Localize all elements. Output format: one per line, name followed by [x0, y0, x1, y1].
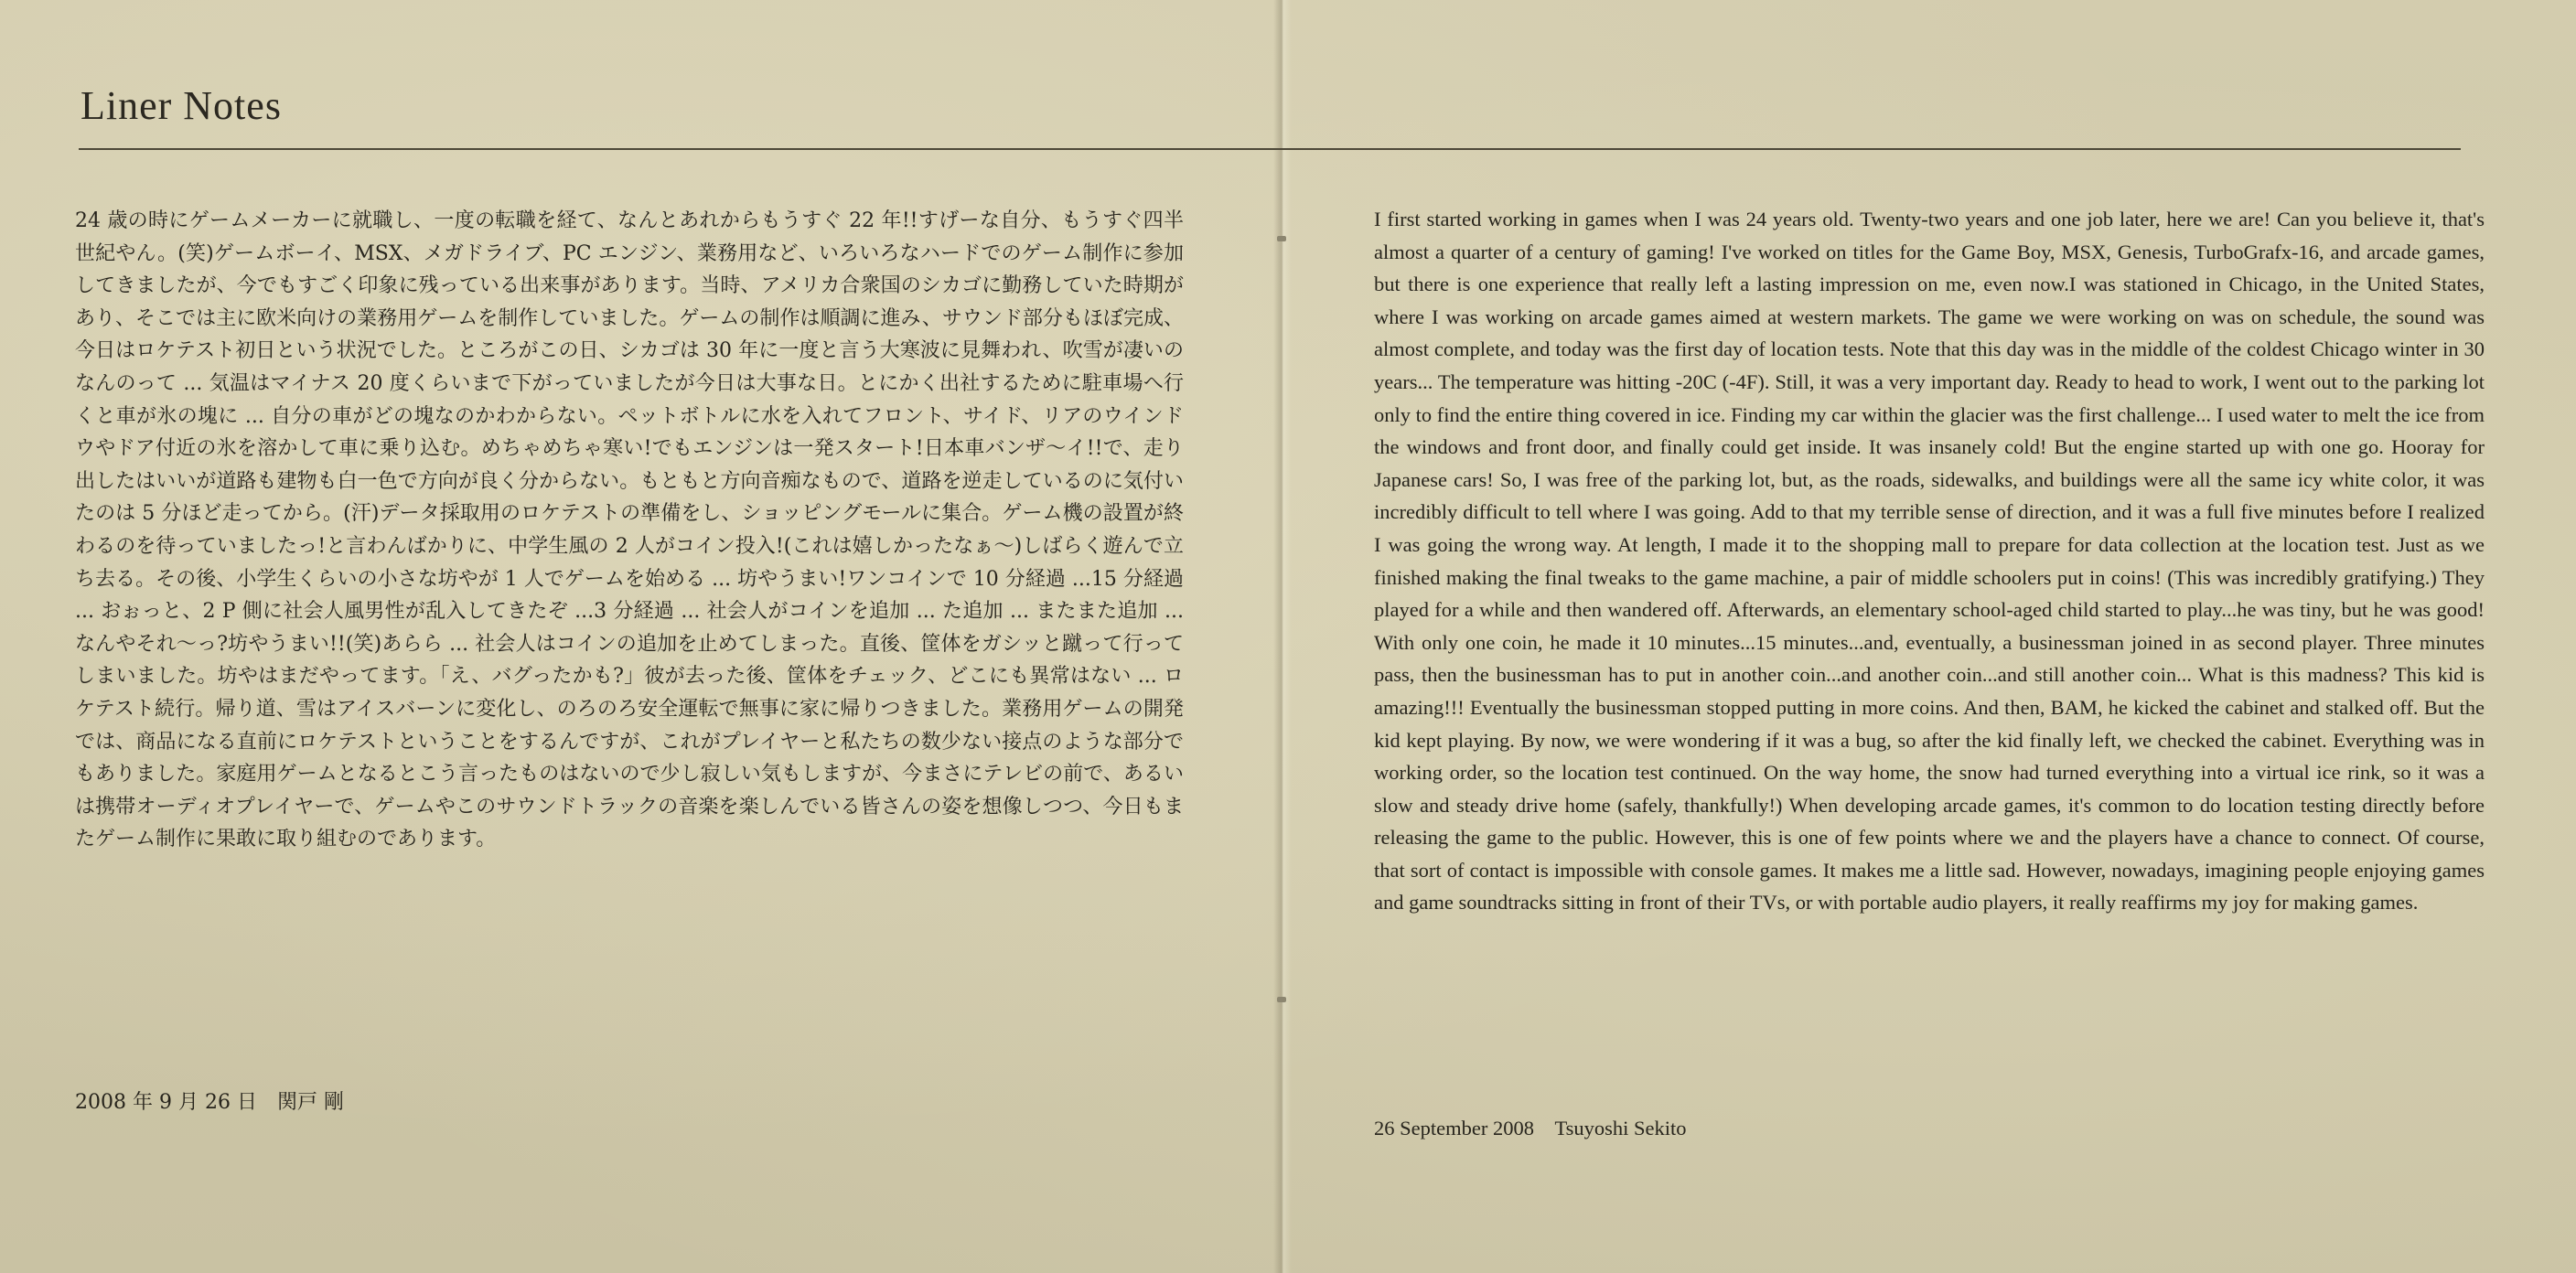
english-notes-body: I first started working in games when I was 24 years old. Twenty-two years and one job later, here we are! Can you believe it, that's almost a quarter of a century of gaming! I've worked on titles for the Game Boy, MSX, Genesis, TurboGrafx-16, and arcade games, but there is one experience that really left a lasting impression on me, even now.I was stationed in Chicago, in the United States, where I was working on arcade games aimed at western markets. The game we were working on was on schedule, the sound was almost complete, and today was the first day of location tests. Note that this day was in the middle of the coldest Chicago winter in 30 years... The temperature was hitting -20C (-4F). Still, it was a very important day. Ready to head to work, I went out to the parking lot only to find the entire thing covered in ice. Finding my car within the glacier was the first challenge... I used water to melt the ice from the windows and front door, and finally could get inside. It was insanely cold! But the engine started up with one go. Hooray for Japanese cars! So, I was free of the parking lot, but, as the roads, sidewalks, and buildings were all the same icy white color, it was incredibly difficult to tell where I was going. Add to that my terrible sense of direction, and it was a full five minutes before I realized I was going the wrong way. At length, I made it to the shopping mall to prepare for data collection at the location test. Just as we finished making the final tweaks to the game machine, a pair of middle schoolers put in coins! (This was incredibly gratifying.) They played for a while and then wandered off. Afterwards, an elementary school-aged child started to play...he was tiny, but he was good! With only one coin, he made it 10 minutes...15 minutes...and, eventually, a businessman joined in as second player. Three minutes pass, then the businessman has to put in another coin...and another coin...and still another coin... What is this madness? This kid is amazing!!! Eventually the businessman stopped putting in more coins. And then, BAM, he kicked the cabinet and stalked off. But the kid kept playing. By now, we were wondering if it was a bug, so after the kid finally left, we checked the cabinet. Everything was in working order, so the location test continued. On the way home, the snow had turned everything into a virtual ice rink, so it was a slow and steady drive home (safely, thankfully!) When developing arcade games, it's common to do location testing directly before releasing the game to the public. However, this is one of few points where we and the players have a chance to connect. Of course, that sort of contact is impossible with console games. It makes me a little sad. However, nowadays, imagining people enjoying games and game soundtracks sitting in front of their TVs, or with portable audio players, it really reaffirms my joy for making games. — [1374, 208, 2485, 915]
staple — [1277, 997, 1286, 1002]
staple — [1277, 236, 1286, 241]
title-divider — [79, 148, 2461, 150]
japanese-notes-body: 24 歳の時にゲームメーカーに就職し、一度の転職を経て、なんとあれからもうすぐ 22 年!!すげーな自分、もうすぐ四半世紀やん。(笑)ゲームボーイ、MSX、メガドライブ、PC エンジン、業務用など、いろいろなハードでのゲーム制作に参加してきましたが、今でもすごく印象に残っている出来事があります。当時、アメリカ合衆国のシカゴに勤務していた時期があり、そこでは主に欧米向けの業務用ゲームを制作していました。ゲームの制作は順調に進み、サウンド部分もほぼ完成、今日はロケテスト初日という状況でした。ところがこの日、シカゴは 30 年に一度と言う大寒波に見舞われ、吹雪が凄いのなんのって ... 気温はマイナス 20 度くらいまで下がっていましたが今日は大事な日。とにかく出社するために駐車場へ行くと車が氷の塊に ... 自分の車がどの塊なのかわからない。ペットボトルに水を入れてフロント、サイド、リアのウインドウやドア付近の氷を溶かして車に乗り込む。めちゃめちゃ寒い!でもエンジンは一発スタート!日本車バンザ〜イ!!で、走り出したはいいが道路も建物も白一色で方向が良く分からない。もともと方向音痴なもので、道路を逆走しているのに気付いたのは 5 分ほど走ってから。(汗)データ採取用のロケテストの準備をし、ショッピングモールに集合。ゲーム機の設置が終わるのを待っていましたっ!と言わんばかりに、中学生風の 2 人がコイン投入!(これは嬉しかったなぁ〜)しばらく遊んで立ち去る。その後、小学生くらいの小さな坊やが 1 人でゲームを始める ... 坊やうまい!ワンコインで 10 分経過 ...15 分経過 ... おぉっと、2 P 側に社会人風男性が乱入してきたぞ ...3 分経過 ... 社会人がコインを追加 ... た追加 ... またまた追加 ... なんやそれ〜っ?坊やうまい!!(笑)あらら ... 社会人はコインの追加を止めてしまった。直後、筐体をガシッと蹴って行ってしまいました。坊やはまだやってます。「え、バグったかも?」彼が去った後、筐体をチェック、どこにも異常はない ... ロケテスト続行。帰り道、雪はアイスバーンに変化し、のろのろ安全運転で無事に家に帰りつきました。業務用ゲームの開発では、商品になる直前にロケテストということをするんですが、これがプレイヤーと私たちの数少ない接点のような部分でもありました。家庭用ゲームとなるとこう言ったものはないので少し寂しい気もしますが、今まさにテレビの前で、あるいは携帯オーディオプレイヤーで、ゲームやこのサウンドトラックの音楽を楽しんでいる皆さんの姿を想像しつつ、今日もまたゲーム制作に果敢に取り組むのであります。 — [75, 209, 1185, 851]
english-signature: 26 September 2008 Tsuyoshi Sekito — [1374, 1117, 1687, 1139]
booklet-spine — [1273, 0, 1292, 1273]
japanese-signature: 2008 年 9 月 26 日 関戸 剛 — [75, 1091, 344, 1114]
page-title: Liner Notes — [80, 83, 282, 128]
